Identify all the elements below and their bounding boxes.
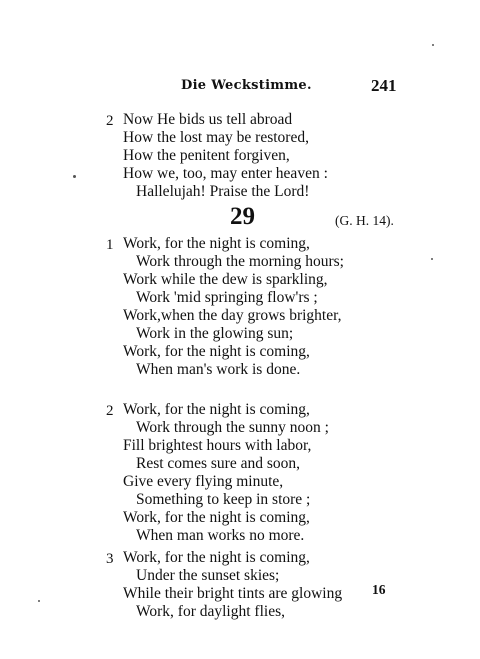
hymn-reference: (G. H. 14). — [335, 213, 394, 228]
verse-line: Work, for daylight flies, — [136, 603, 285, 620]
verse-line: Hallelujah! Praise the Lord! — [136, 183, 310, 200]
stanza-number: 2 — [106, 403, 114, 419]
verse-line: Work 'mid springing flow'rs ; — [136, 289, 318, 306]
page-number: 241 — [371, 76, 397, 95]
verse-line: Work through the sunny noon ; — [136, 419, 329, 436]
scan-speck — [432, 44, 434, 46]
verse-line: How we, too, may enter heaven : — [123, 165, 328, 182]
stanza-number: 2 — [106, 113, 114, 129]
signature-mark: 16 — [372, 582, 386, 597]
verse-line: Work, for the night is coming, — [123, 549, 310, 566]
verse-line: Work through the morning hours; — [136, 253, 344, 270]
verse-line: Work while the dew is sparkling, — [123, 271, 328, 288]
verse-line: While their bright tints are glowing — [123, 585, 343, 602]
verse-line: Under the sunset skies; — [136, 567, 280, 584]
verse-line: Work, for the night is coming, — [123, 401, 310, 418]
verse-line: Work, for the night is coming, — [123, 235, 310, 252]
stanza-number: 3 — [106, 551, 114, 567]
stanza-number: 1 — [106, 237, 114, 253]
hymn-number: 29 — [230, 203, 255, 230]
verse-line: Work, for the night is coming, — [123, 509, 310, 526]
scan-speck — [73, 175, 76, 178]
verse-line: Something to keep in store ; — [136, 491, 311, 508]
verse-line: How the lost may be restored, — [123, 129, 309, 146]
verse-line: When man's work is done. — [136, 361, 301, 378]
verse-line: Work,when the day grows brighter, — [123, 307, 342, 324]
verse-line: Work, for the night is coming, — [123, 343, 310, 360]
verse-line: When man works no more. — [136, 527, 305, 544]
verse-line: Give every flying minute, — [123, 473, 284, 490]
scan-speck — [38, 600, 40, 602]
verse-line: How the penitent forgiven, — [123, 147, 290, 164]
scan-speck — [431, 258, 433, 260]
verse-line: Fill brightest hours with labor, — [123, 437, 312, 454]
running-head-title: Die Weckstimme. — [181, 78, 312, 93]
verse-line: Rest comes sure and soon, — [136, 455, 301, 472]
verse-line: Now He bids us tell abroad — [123, 111, 293, 128]
verse-line: Work in the glowing sun; — [136, 325, 294, 342]
